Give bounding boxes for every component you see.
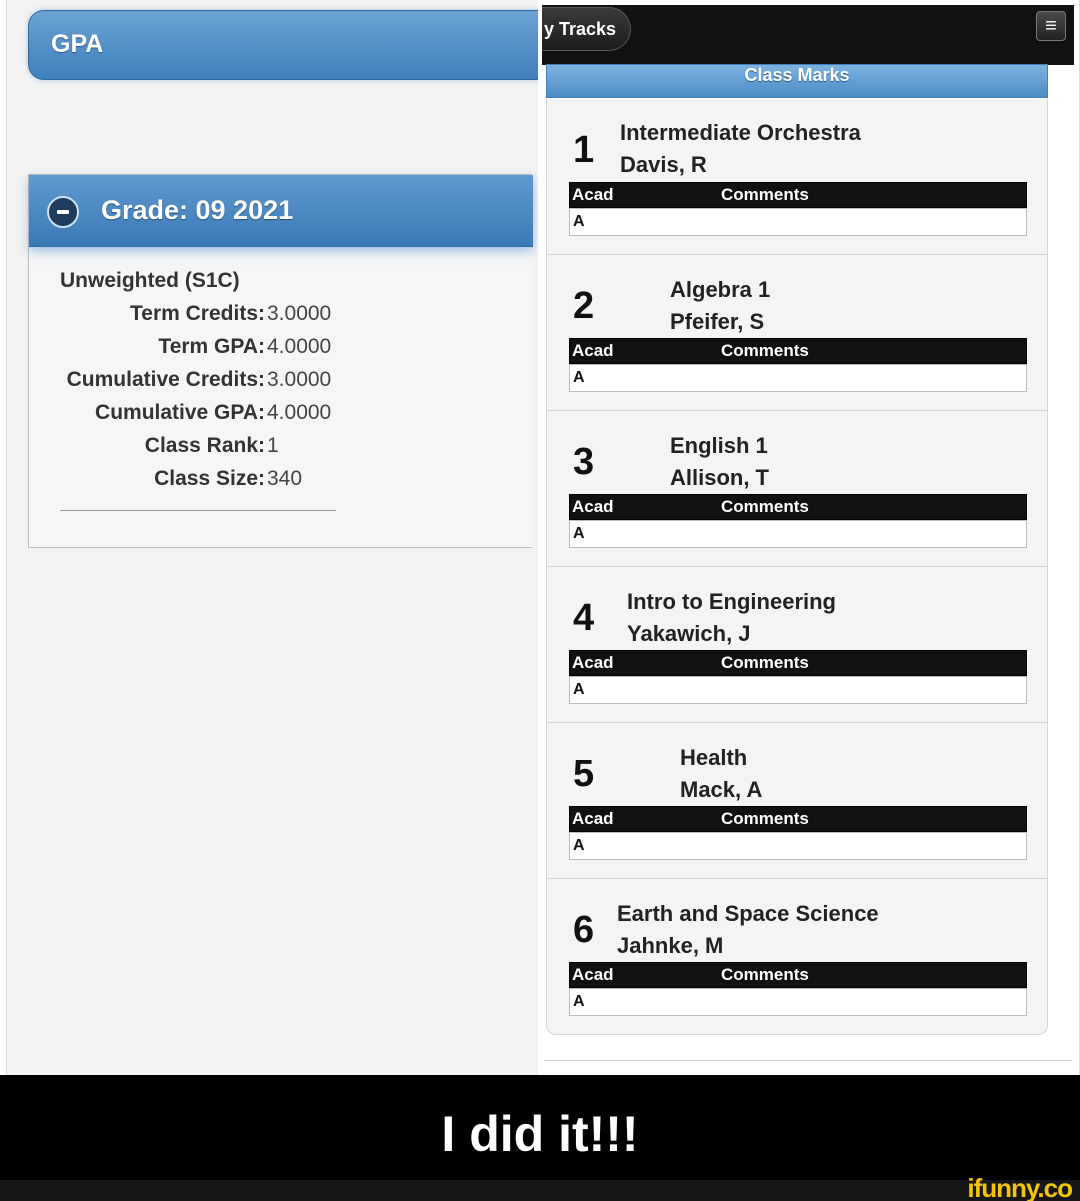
acad-comments-header bbox=[569, 338, 1027, 364]
course-number: 5 bbox=[573, 753, 595, 795]
course-teacher: Jahnke, M bbox=[617, 933, 724, 958]
course-card bbox=[546, 411, 1048, 567]
meme-caption: I did it!!! bbox=[441, 1106, 639, 1162]
course-teacher: Pfeifer, S bbox=[670, 309, 765, 334]
app-topbar bbox=[542, 5, 1074, 65]
collapse-minus-icon[interactable] bbox=[47, 196, 79, 228]
course-teacher: Mack, A bbox=[680, 777, 763, 802]
acad-label: Acad bbox=[572, 809, 614, 828]
stat-cumulative-gpa bbox=[29, 401, 349, 431]
course-name: Intermediate Orchestra bbox=[620, 120, 861, 145]
comments-label: Comments bbox=[721, 809, 809, 828]
course-number: 4 bbox=[573, 597, 595, 639]
comments-label: Comments bbox=[721, 185, 809, 204]
grade-cell bbox=[569, 832, 1027, 860]
course-name: Intro to Engineering bbox=[627, 589, 836, 614]
acad-comments-header bbox=[569, 182, 1027, 208]
grade-cell bbox=[569, 676, 1027, 704]
comments-label: Comments bbox=[721, 497, 809, 516]
course-name: Health bbox=[680, 745, 748, 770]
grade-cell bbox=[569, 364, 1027, 392]
stat-label: Term GPA: bbox=[158, 335, 265, 358]
class-marks-header: Class Marks bbox=[546, 64, 1048, 98]
course-name: Algebra 1 bbox=[670, 277, 771, 302]
meme-caption-bar bbox=[0, 1075, 1080, 1201]
stat-label: Cumulative GPA: bbox=[95, 401, 265, 424]
grade-cell bbox=[569, 988, 1027, 1016]
acad-grade: A bbox=[573, 369, 585, 386]
gpa-header-label: GPA bbox=[51, 30, 104, 58]
stat-term-gpa bbox=[29, 335, 349, 365]
tab-tracks[interactable]: y Tracks bbox=[542, 7, 631, 51]
acad-comments-header bbox=[569, 650, 1027, 676]
grade-cell bbox=[569, 520, 1027, 548]
course-number: 1 bbox=[573, 129, 595, 171]
acad-grade: A bbox=[573, 993, 585, 1010]
stat-label: Class Rank: bbox=[144, 434, 265, 457]
stat-class-size bbox=[29, 467, 349, 497]
stat-label: Term Credits: bbox=[130, 302, 265, 325]
comments-label: Comments bbox=[721, 341, 809, 360]
stats-divider bbox=[60, 510, 336, 511]
grade-collapsible-header[interactable] bbox=[29, 175, 533, 247]
acad-label: Acad bbox=[572, 497, 614, 516]
stat-label: Class Size: bbox=[154, 467, 265, 490]
course-teacher: Yakawich, J bbox=[627, 621, 751, 646]
course-name: Earth and Space Science bbox=[617, 901, 879, 926]
acad-grade: A bbox=[573, 525, 585, 542]
acad-comments-header bbox=[569, 494, 1027, 520]
stat-value: 340 bbox=[267, 467, 303, 490]
comments-label: Comments bbox=[721, 965, 809, 984]
acad-comments-header bbox=[569, 962, 1027, 988]
course-name: English 1 bbox=[670, 433, 768, 458]
acad-label: Acad bbox=[572, 653, 614, 672]
stat-cumulative-credits bbox=[29, 368, 349, 398]
acad-comments-header bbox=[569, 806, 1027, 832]
acad-label: Acad bbox=[572, 965, 614, 984]
course-teacher: Allison, T bbox=[670, 465, 769, 490]
stat-class-rank bbox=[29, 434, 349, 464]
stat-value: 4.0000 bbox=[267, 401, 332, 424]
acad-grade: A bbox=[573, 837, 585, 854]
stat-term-credits bbox=[29, 302, 349, 332]
course-card bbox=[546, 255, 1048, 411]
gpa-header[interactable] bbox=[28, 10, 558, 80]
grade-section bbox=[28, 174, 532, 548]
stat-value: 3.0000 bbox=[267, 368, 332, 391]
stat-value: 3.0000 bbox=[267, 302, 332, 325]
comments-label: Comments bbox=[721, 653, 809, 672]
course-number: 2 bbox=[573, 285, 595, 327]
course-number: 6 bbox=[573, 909, 595, 951]
acad-grade: A bbox=[573, 681, 585, 698]
stat-value: 4.0000 bbox=[267, 335, 332, 358]
acad-grade: A bbox=[573, 213, 585, 230]
grade-cell bbox=[569, 208, 1027, 236]
acad-label: Acad bbox=[572, 341, 614, 360]
course-card bbox=[546, 567, 1048, 723]
course-card bbox=[546, 723, 1048, 879]
caption-strip bbox=[0, 1180, 1080, 1201]
stat-value: 1 bbox=[267, 434, 279, 457]
grade-title: Grade: 09 2021 bbox=[101, 195, 294, 225]
stats-title: Unweighted (S1C) bbox=[60, 269, 240, 292]
hamburger-icon[interactable]: ≡ bbox=[1036, 11, 1066, 41]
ifunny-watermark: ifunny.co bbox=[967, 1173, 1072, 1201]
panel-bottom-rule bbox=[544, 1060, 1072, 1061]
course-number: 3 bbox=[573, 441, 595, 483]
class-marks-panel bbox=[538, 0, 1080, 1075]
stat-label: Cumulative Credits: bbox=[66, 368, 265, 391]
acad-label: Acad bbox=[572, 185, 614, 204]
course-card bbox=[546, 879, 1048, 1035]
course-card bbox=[546, 99, 1048, 255]
course-teacher: Davis, R bbox=[620, 152, 707, 177]
